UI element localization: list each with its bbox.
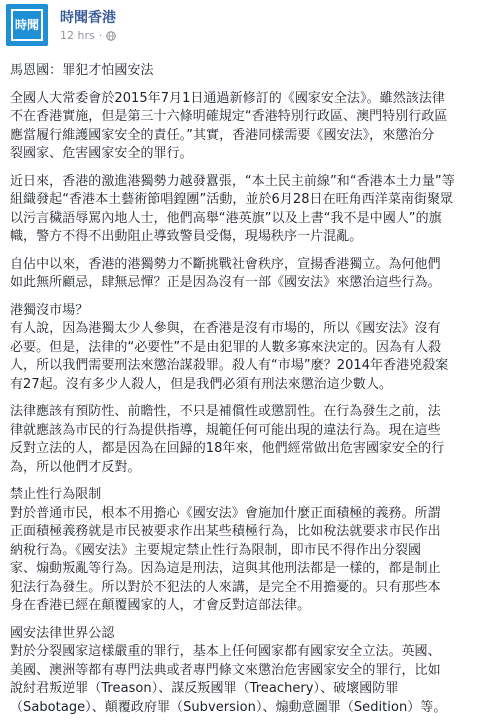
paragraph-occupy: 自佔中以來，香港的港獨勢力不斷挑戰社會秩序，宣揚香港獨立。為何他們 如此無所顧忌，肆無忌憚？正是因為沒有一部《國安法》來懲治這些行為。 (10, 256, 441, 290)
avatar-logo-text: 時聞 (14, 18, 40, 32)
paragraph-world: 對於分裂國家這樣嚴重的罪行，基本上任何國家都有國家安全立法。英國、 美國、澳洲等都有專門法典或者專門條文來懲治危害國家安全的罪行，比如 說紂君叛逆罪（Treason）、謀反叛國罪（Treachery）、破壞國防罪 （Sabotage）、顛覆政府罪（Subversion）、煽動意圖罪（Sedition）等。 (10, 644, 447, 715)
post-body (10, 62, 486, 726)
paragraph-prohibitive: 對於普通市民，根本不用擔心《國安法》會施加什麼正面積極的義務。所謂 正面積極義務就是市民被要求作出某些積極行為，比如稅法就要求市民作出 納稅行為。《國安法》主要規定禁止性行為限制，即市民不得作出分裂國 家、煽動叛亂等行為。因為這是刑法，這與其他刑法都是一樣的，都是制止 犯法行為發生。所以對於不犯法的人來講，是完全不用擔憂的。只有那些本 身在香港已經在顛覆國家的人，才會反對這部法律。 (10, 505, 441, 613)
globe-icon[interactable] (106, 31, 116, 41)
section-heading-world: 國安法律世界公認 (10, 625, 115, 641)
post-header (0, 0, 493, 54)
section-heading-prohibitive: 禁止性行為限制 (10, 487, 102, 502)
post-meta (60, 29, 116, 42)
paragraph-recent-events: 近日來，香港的激進港獨勢力越發囂張，“本土民主前線”和“香港本土力量”等 組織發起“香港本土藝術節唱鍠團”活動，並於6月28日在旺角西洋菜南街聚眾 以污言穢語辱罵內地人士，他們高舉“港英旗”以及上書“我不是中國人”的旗 幟，警方不得不出動阻止導致警員受傷，現場秩序一片混亂。 (10, 173, 455, 244)
page-logo-icon (6, 4, 48, 46)
page-avatar[interactable] (6, 4, 48, 46)
paragraph-market: 有人說，因為港獨太少人參與，在香港是沒有市場的，所以《國安法》沒有 必要。但是，法律的“必要性”不是由犯罪的人數多寡來決定的。因為有人殺 人，所以我們需要刑法來懲治謀殺罪。殺人有“市場”麼？2014年香港兇殺案 有27起。沒有多少人殺人，但是我們必須有刑法來懲治這少數人。 (10, 321, 449, 392)
post-timestamp[interactable]: 12 hrs (60, 29, 95, 42)
post-title: 馬恩國：罪犯才怕國安法 (10, 63, 154, 78)
page-name-link[interactable]: 時聞香港 (60, 10, 116, 26)
paragraph-preventive: 法律應該有預防性、前瞻性，不只是補償性或懲罰性。在行為發生之前，法 律就應該為市民的行為提供指導，規範任何可能出現的違法行為。現在這些 反對立法的人，都是因為在回歸的18年來，他們經常做出危害國家安全的行 為，所以他們才反對。 (10, 404, 445, 475)
section-heading-market: 港獨沒市場？ (10, 302, 89, 318)
meta-separator: · (98, 29, 103, 42)
paragraph-intro: 全國人大常委會於2015年7月1日通過新修訂的《國家安全法》。雖然該法律 不在香港實施，但是第三十六條明確規定“香港特別行政區、澳門特別行政區 應當履行維護國家安全的責任。”其實，香港同樣需要《國安法》，來懲治分 裂國家、危害國家安全的罪行。 (10, 90, 448, 161)
